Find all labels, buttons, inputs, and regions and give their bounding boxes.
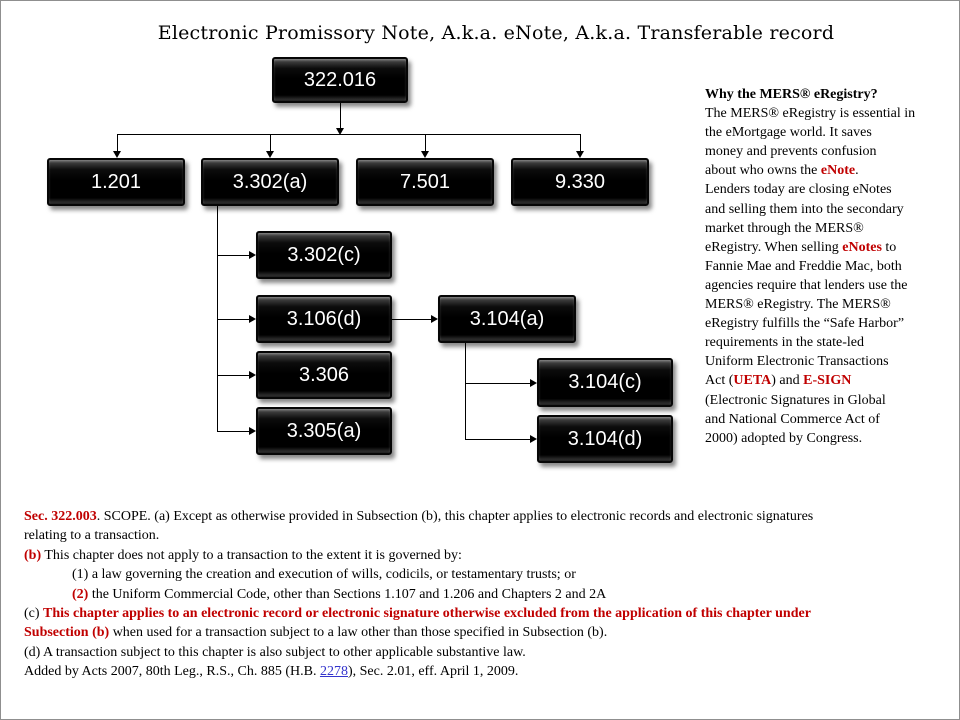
why-panel (705, 85, 945, 448)
arrow-right-icon (249, 427, 256, 435)
text-segment: Uniform Electronic Transactions (705, 354, 889, 370)
text-line (705, 276, 945, 295)
connector-line (217, 319, 249, 320)
arrow-right-icon (530, 379, 537, 387)
arrow-down-icon (266, 151, 274, 158)
text-segment: (2) (72, 586, 89, 602)
slide-title: Electronic Promissory Note, A.k.a. eNote, A.k.a. Transferable record (157, 22, 835, 44)
node-9-330: 9.330 (511, 158, 649, 206)
connector-line (465, 439, 530, 440)
text-line (705, 410, 945, 429)
text-segment: ) and (771, 373, 804, 389)
text-line (705, 104, 945, 123)
text-segment: market through the MERS® (705, 220, 864, 236)
connector-line (392, 319, 431, 320)
connector-line (217, 431, 249, 432)
text-line (705, 200, 945, 219)
text-segment: Act ( (705, 373, 734, 389)
arrow-right-icon (431, 315, 438, 323)
arrow-down-icon (113, 151, 121, 158)
text-segment: eRegistry fulfills the “Safe Harbor” (705, 316, 905, 332)
connector-line (465, 343, 466, 440)
text-segment: (Electronic Signatures in Global (705, 392, 886, 408)
arrow-down-icon (421, 151, 429, 158)
text-segment: Fannie Mae and Freddie Mac, both (705, 258, 902, 274)
text-segment: (c) (24, 606, 44, 622)
arrow-right-icon (249, 315, 256, 323)
text-line (705, 85, 945, 104)
text-segment: ), Sec. 2.01, eff. April 1, 2009. (347, 664, 519, 680)
text-line (705, 161, 945, 180)
text-segment: E-SIGN (803, 373, 852, 389)
text-segment: This chapter does not apply to a transaction to the extent it is governed by: (41, 547, 462, 563)
node-322-016: 322.016 (272, 57, 408, 103)
text-segment: Subsection (b) (24, 625, 110, 641)
text-segment: eRegistry. When selling (705, 239, 843, 255)
connector-line (117, 134, 581, 135)
text-segment: relating to a transaction. (24, 528, 160, 544)
text-line (24, 546, 954, 565)
connector-line (340, 103, 341, 128)
arrow-down-icon (576, 151, 584, 158)
text-segment: when used for a transaction subject to a law other than those specified in Subsection (b). (109, 625, 608, 641)
connector-line (425, 134, 426, 151)
connector-line (117, 134, 118, 151)
text-line (24, 565, 954, 584)
text-line (705, 295, 945, 314)
text-segment: (d) A transaction subject to this chapter is also subject to other applicable substantive law. (24, 644, 526, 660)
text-segment: Sec. 322.003 (24, 509, 97, 524)
text-segment: the Uniform Commercial Code, other than Sections 1.107 and 1.206 and Chapters 2 and 2A (88, 586, 607, 602)
text-line (705, 180, 945, 199)
text-line (705, 371, 945, 390)
text-segment: (b) (24, 547, 42, 563)
text-segment: (1) a law governing the creation and execution of wills, codicils, or testamentary trusts; or (72, 567, 576, 583)
text-segment: to (881, 239, 897, 255)
node-3-104d: 3.104(d) (537, 415, 673, 463)
text-line (24, 526, 954, 545)
text-line (24, 585, 954, 604)
text-segment: agencies require that lenders use the (705, 277, 908, 293)
text-segment: the eMortgage world. It saves (705, 125, 872, 141)
legal-text (24, 507, 954, 682)
text-segment: eNotes (842, 239, 882, 255)
node-1-201: 1.201 (47, 158, 185, 206)
connector-line (217, 255, 249, 256)
text-segment: 2000) adopted by Congress. (705, 430, 863, 446)
text-segment: requirements in the state-led (705, 335, 864, 351)
node-3-302a: 3.302(a) (201, 158, 339, 206)
node-3-305a: 3.305(a) (256, 407, 392, 455)
connector-line (465, 383, 530, 384)
text-line (24, 662, 954, 681)
text-segment: . SCOPE. (a) Except as otherwise provided in Subsection (b), this chapter applies to electronic records and electronic signatures (96, 509, 814, 524)
text-segment: The MERS® eRegistry is essential in (705, 106, 916, 122)
arrow-right-icon (249, 371, 256, 379)
text-segment: Added by Acts 2007, 80th Leg., R.S., Ch. 885 (H.B. (24, 664, 320, 680)
node-3-302c: 3.302(c) (256, 231, 392, 279)
node-7-501: 7.501 (356, 158, 494, 206)
text-line (705, 314, 945, 333)
text-segment: UETA (733, 373, 772, 389)
text-segment: MERS® eRegistry. The MERS® (705, 297, 891, 313)
text-line (705, 333, 945, 352)
connector-line (217, 375, 249, 376)
text-line (24, 507, 954, 526)
text-segment: This chapter applies to an electronic record or electronic signature otherwise excluded from the application of this chapter under (43, 606, 811, 622)
text-line (705, 219, 945, 238)
text-line (705, 391, 945, 410)
text-segment: Why the MERS® eRegistry? (705, 87, 878, 102)
text-line (24, 643, 954, 662)
text-line (705, 257, 945, 276)
node-3-106d: 3.106(d) (256, 295, 392, 343)
text-segment: about who owns the (705, 163, 821, 179)
text-segment: Lenders today are closing eNotes (705, 182, 892, 198)
text-line (705, 142, 945, 161)
text-line (705, 123, 945, 142)
hb-2278-link[interactable]: 2278 (319, 664, 348, 680)
text-segment: money and prevents confusion (705, 144, 877, 160)
connector-line (270, 134, 271, 151)
arrow-right-icon (530, 435, 537, 443)
text-line (705, 352, 945, 371)
node-3-104a: 3.104(a) (438, 295, 576, 343)
text-segment: eNote (820, 163, 856, 179)
connector-line (580, 134, 581, 151)
text-line (24, 604, 954, 623)
arrow-right-icon (249, 251, 256, 259)
text-line (705, 429, 945, 448)
node-3-104c: 3.104(c) (537, 358, 673, 407)
text-line (24, 623, 954, 642)
text-segment: and National Commerce Act of (705, 411, 880, 427)
text-segment: and selling them into the secondary (705, 201, 904, 217)
text-line (705, 238, 945, 257)
node-3-306: 3.306 (256, 351, 392, 399)
text-segment: . (855, 163, 859, 179)
